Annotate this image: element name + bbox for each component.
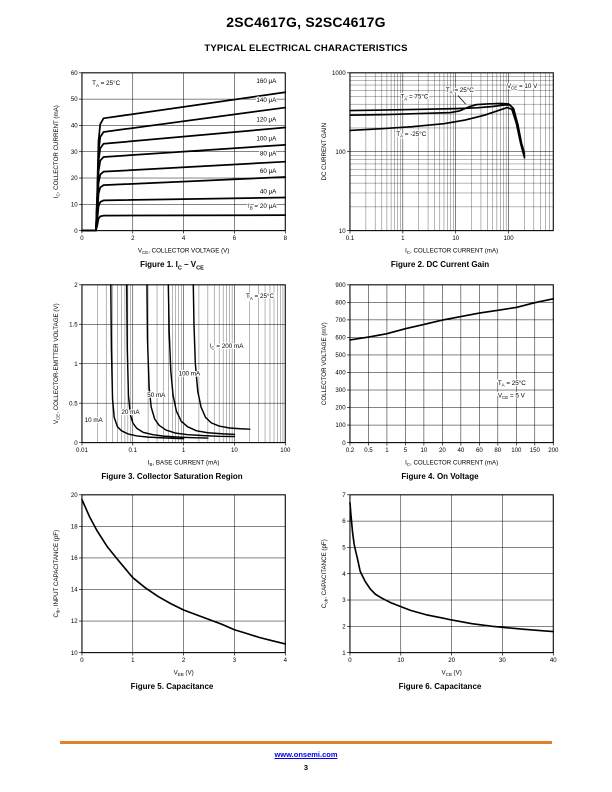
figure-6	[318, 489, 562, 691]
svg-text:IB, BASE CURRENT (mA): $I_B$, BASE CURRENT (mA)	[147, 459, 220, 468]
svg-text:800: 800	[335, 299, 346, 307]
svg-text:TA = 25°C: $T_A = 25^\circ C$	[245, 293, 275, 302]
figure-5-chart	[50, 489, 294, 679]
svg-text:10: 10	[397, 656, 405, 664]
svg-text:DC CURRENT GAIN: DC CURRENT GAIN	[320, 122, 328, 181]
svg-text:1: 1	[131, 656, 135, 664]
svg-text:20: 20	[438, 447, 446, 455]
svg-text:IC, COLLECTOR CURRENT (mA): $I_C$, COLLECTOR CURRENT (mA)	[52, 105, 61, 199]
figure-4	[318, 279, 562, 481]
svg-text:COLLECTOR VOLTAGE (mV): COLLECTOR VOLTAGE (mV)	[320, 322, 328, 406]
svg-text:2: 2	[181, 656, 186, 664]
svg-text:3: 3	[232, 656, 237, 664]
svg-text:20: 20	[448, 656, 456, 664]
svg-text:1: 1	[342, 649, 346, 657]
svg-text:900: 900	[335, 282, 346, 290]
svg-text:IC = 200 mA: $I_C = 200$ mA	[209, 343, 244, 351]
charts-grid	[0, 67, 612, 691]
svg-text:8: 8	[283, 234, 287, 242]
svg-text:20: 20	[70, 175, 78, 183]
svg-text:40: 40	[457, 447, 465, 455]
svg-text:20 mA: 20 mA	[121, 409, 140, 417]
svg-text:140 μA: 140 μA	[256, 97, 277, 105]
svg-text:30: 30	[70, 148, 78, 156]
svg-text:120 μA: 120 μA	[256, 116, 277, 124]
svg-text:TA = 75°C: $T_A = 75^\circ C$	[400, 93, 429, 102]
svg-text:TA = 25°C: $T_A = 25^\circ C$	[445, 86, 474, 95]
svg-text:80 μA: 80 μA	[259, 150, 277, 158]
svg-text:60: 60	[475, 447, 483, 455]
svg-text:10: 10	[420, 447, 428, 455]
figure-1-caption: Figure 1. $I_C - V_{CE}$	[140, 259, 204, 272]
figure-1	[50, 67, 294, 271]
svg-text:600: 600	[335, 334, 346, 342]
svg-text:20: 20	[70, 492, 78, 500]
svg-text:2: 2	[342, 623, 346, 631]
figure-2-caption: Figure 2. DC Current Gain	[390, 259, 490, 269]
svg-text:100 μA: 100 μA	[256, 135, 277, 143]
figure-4-chart	[318, 279, 562, 469]
svg-text:30: 30	[499, 656, 506, 664]
svg-text:100: 100	[503, 234, 514, 242]
figure-3-chart	[50, 279, 294, 469]
svg-text:160 μA: 160 μA	[256, 77, 277, 85]
figure-4-caption: Figure 4. On Voltage	[401, 472, 479, 482]
svg-text:0: 0	[74, 227, 78, 235]
figure-6-chart	[318, 489, 562, 679]
svg-text:TA = 25°C: $T_A = 25^\circ C$	[497, 380, 526, 388]
page-header	[0, 0, 612, 54]
figure-3-caption: Figure 3. Collector Saturation Region	[101, 472, 243, 482]
svg-text:5: 5	[403, 447, 408, 455]
page-footer	[0, 741, 612, 772]
svg-text:40 μA: 40 μA	[259, 188, 277, 196]
svg-text:4: 4	[283, 656, 287, 664]
svg-text:10 mA: 10 mA	[84, 417, 103, 425]
svg-text:12: 12	[70, 618, 78, 626]
svg-text:TA = -25°C: $T_A = -25^\circ C$	[396, 131, 427, 139]
svg-text:IC, COLLECTOR CURRENT (mA): $I_C$, COLLECTOR CURRENT (mA)	[405, 247, 499, 256]
svg-text:3: 3	[342, 597, 346, 605]
svg-text:0.1: 0.1	[128, 447, 138, 455]
figure-3	[50, 279, 294, 481]
svg-text:700: 700	[335, 317, 346, 325]
svg-text:200: 200	[548, 447, 559, 455]
svg-text:500: 500	[335, 352, 346, 360]
svg-text:50: 50	[70, 96, 78, 104]
svg-text:100: 100	[280, 447, 291, 455]
svg-text:10: 10	[452, 234, 460, 242]
page-subtitle: TYPICAL ELECTRICAL CHARACTERISTICS	[204, 43, 408, 54]
svg-text:VEB (V): $V_{EB}$ (V)	[173, 669, 194, 678]
svg-text:VCB (V): $V_{CB}$ (V)	[441, 669, 462, 678]
svg-text:10: 10	[231, 447, 238, 455]
svg-text:40: 40	[70, 122, 78, 130]
svg-text:0: 0	[80, 234, 84, 242]
svg-text:100: 100	[511, 447, 522, 455]
svg-text:7: 7	[342, 492, 346, 500]
svg-text:150: 150	[529, 447, 540, 455]
svg-text:100 mA: 100 mA	[178, 370, 201, 378]
svg-text:14: 14	[70, 586, 78, 594]
svg-text:0.01: 0.01	[76, 447, 88, 455]
svg-text:18: 18	[70, 523, 78, 531]
svg-text:2: 2	[131, 234, 135, 242]
svg-text:0.2: 0.2	[345, 447, 355, 455]
svg-text:6: 6	[342, 518, 346, 526]
svg-text:0.1: 0.1	[345, 234, 355, 242]
svg-text:1000: 1000	[332, 69, 346, 77]
figure-2-chart	[318, 67, 562, 257]
svg-text:VCE = 10 V: $V_{CE} = 10$ V	[506, 83, 538, 91]
svg-text:60 μA: 60 μA	[259, 168, 277, 176]
svg-text:10: 10	[70, 649, 78, 657]
figure-5	[50, 489, 294, 691]
svg-text:Cob, CAPACITANCE (pF): $C_{ob}$, CAPACITANCE (pF)	[320, 539, 329, 609]
svg-text:0: 0	[80, 656, 84, 664]
svg-text:VCE, COLLECTOR VOLTAGE (V): $V_{CE}$, COLLECTOR VOLTAGE (V)	[137, 247, 230, 256]
svg-text:1: 1	[181, 447, 186, 455]
svg-text:1: 1	[74, 361, 78, 369]
svg-text:10: 10	[70, 201, 78, 209]
footer-rule	[60, 741, 552, 744]
svg-text:100: 100	[335, 422, 346, 430]
svg-text:TA = 25°C: $T_A = 25^\circ C$	[92, 80, 121, 88]
svg-text:0: 0	[348, 656, 352, 664]
svg-text:IB = 20 μA: $I_B = 20$ μA	[247, 203, 277, 211]
svg-text:400: 400	[335, 369, 346, 377]
svg-text:80: 80	[494, 447, 502, 455]
svg-text:2: 2	[74, 282, 78, 290]
svg-text:0: 0	[342, 440, 346, 448]
svg-text:60: 60	[70, 69, 78, 77]
svg-text:6: 6	[232, 234, 237, 242]
figure-6-caption: Figure 6. Capacitance	[398, 681, 482, 691]
svg-text:200: 200	[335, 405, 346, 413]
svg-text:0: 0	[74, 440, 78, 448]
svg-text:16: 16	[70, 555, 78, 563]
svg-text:IC, COLLECTOR CURRENT (mA): $I_C$, COLLECTOR CURRENT (mA)	[405, 459, 499, 468]
svg-text:10: 10	[338, 227, 346, 235]
svg-text:1: 1	[385, 447, 389, 455]
svg-text:40: 40	[549, 656, 557, 664]
svg-text:50 mA: 50 mA	[147, 392, 166, 400]
svg-text:1: 1	[401, 234, 405, 242]
svg-text:0.5: 0.5	[69, 400, 78, 408]
svg-text:Cib, INPUT CAPACITANCE (pF): $C_{ib}$, INPUT CAPACITANCE (pF)	[52, 529, 61, 618]
figure-2	[318, 67, 562, 271]
svg-text:4: 4	[342, 570, 346, 578]
svg-text:100: 100	[335, 148, 346, 156]
figure-5-caption: Figure 5. Capacitance	[130, 681, 214, 691]
svg-text:4: 4	[181, 234, 186, 242]
figure-1-chart	[50, 67, 294, 257]
svg-text:VCE = 5 V: $V_{CE} = 5$ V	[497, 392, 525, 401]
footer-link[interactable]: www.onsemi.com	[274, 749, 338, 759]
svg-text:VCE, COLLECTOR-EMITTER VOLTAGE: $V_{CE}$, COLLECTOR-EMITTER VOLTAGE (V)	[52, 303, 61, 425]
svg-text:1.5: 1.5	[69, 321, 78, 329]
svg-text:0.5: 0.5	[364, 447, 373, 455]
page-title: 2SC4617G, S2SC4617G	[226, 14, 386, 30]
svg-text:5: 5	[342, 544, 346, 552]
svg-text:300: 300	[335, 387, 346, 395]
page-number: 3	[303, 762, 309, 772]
